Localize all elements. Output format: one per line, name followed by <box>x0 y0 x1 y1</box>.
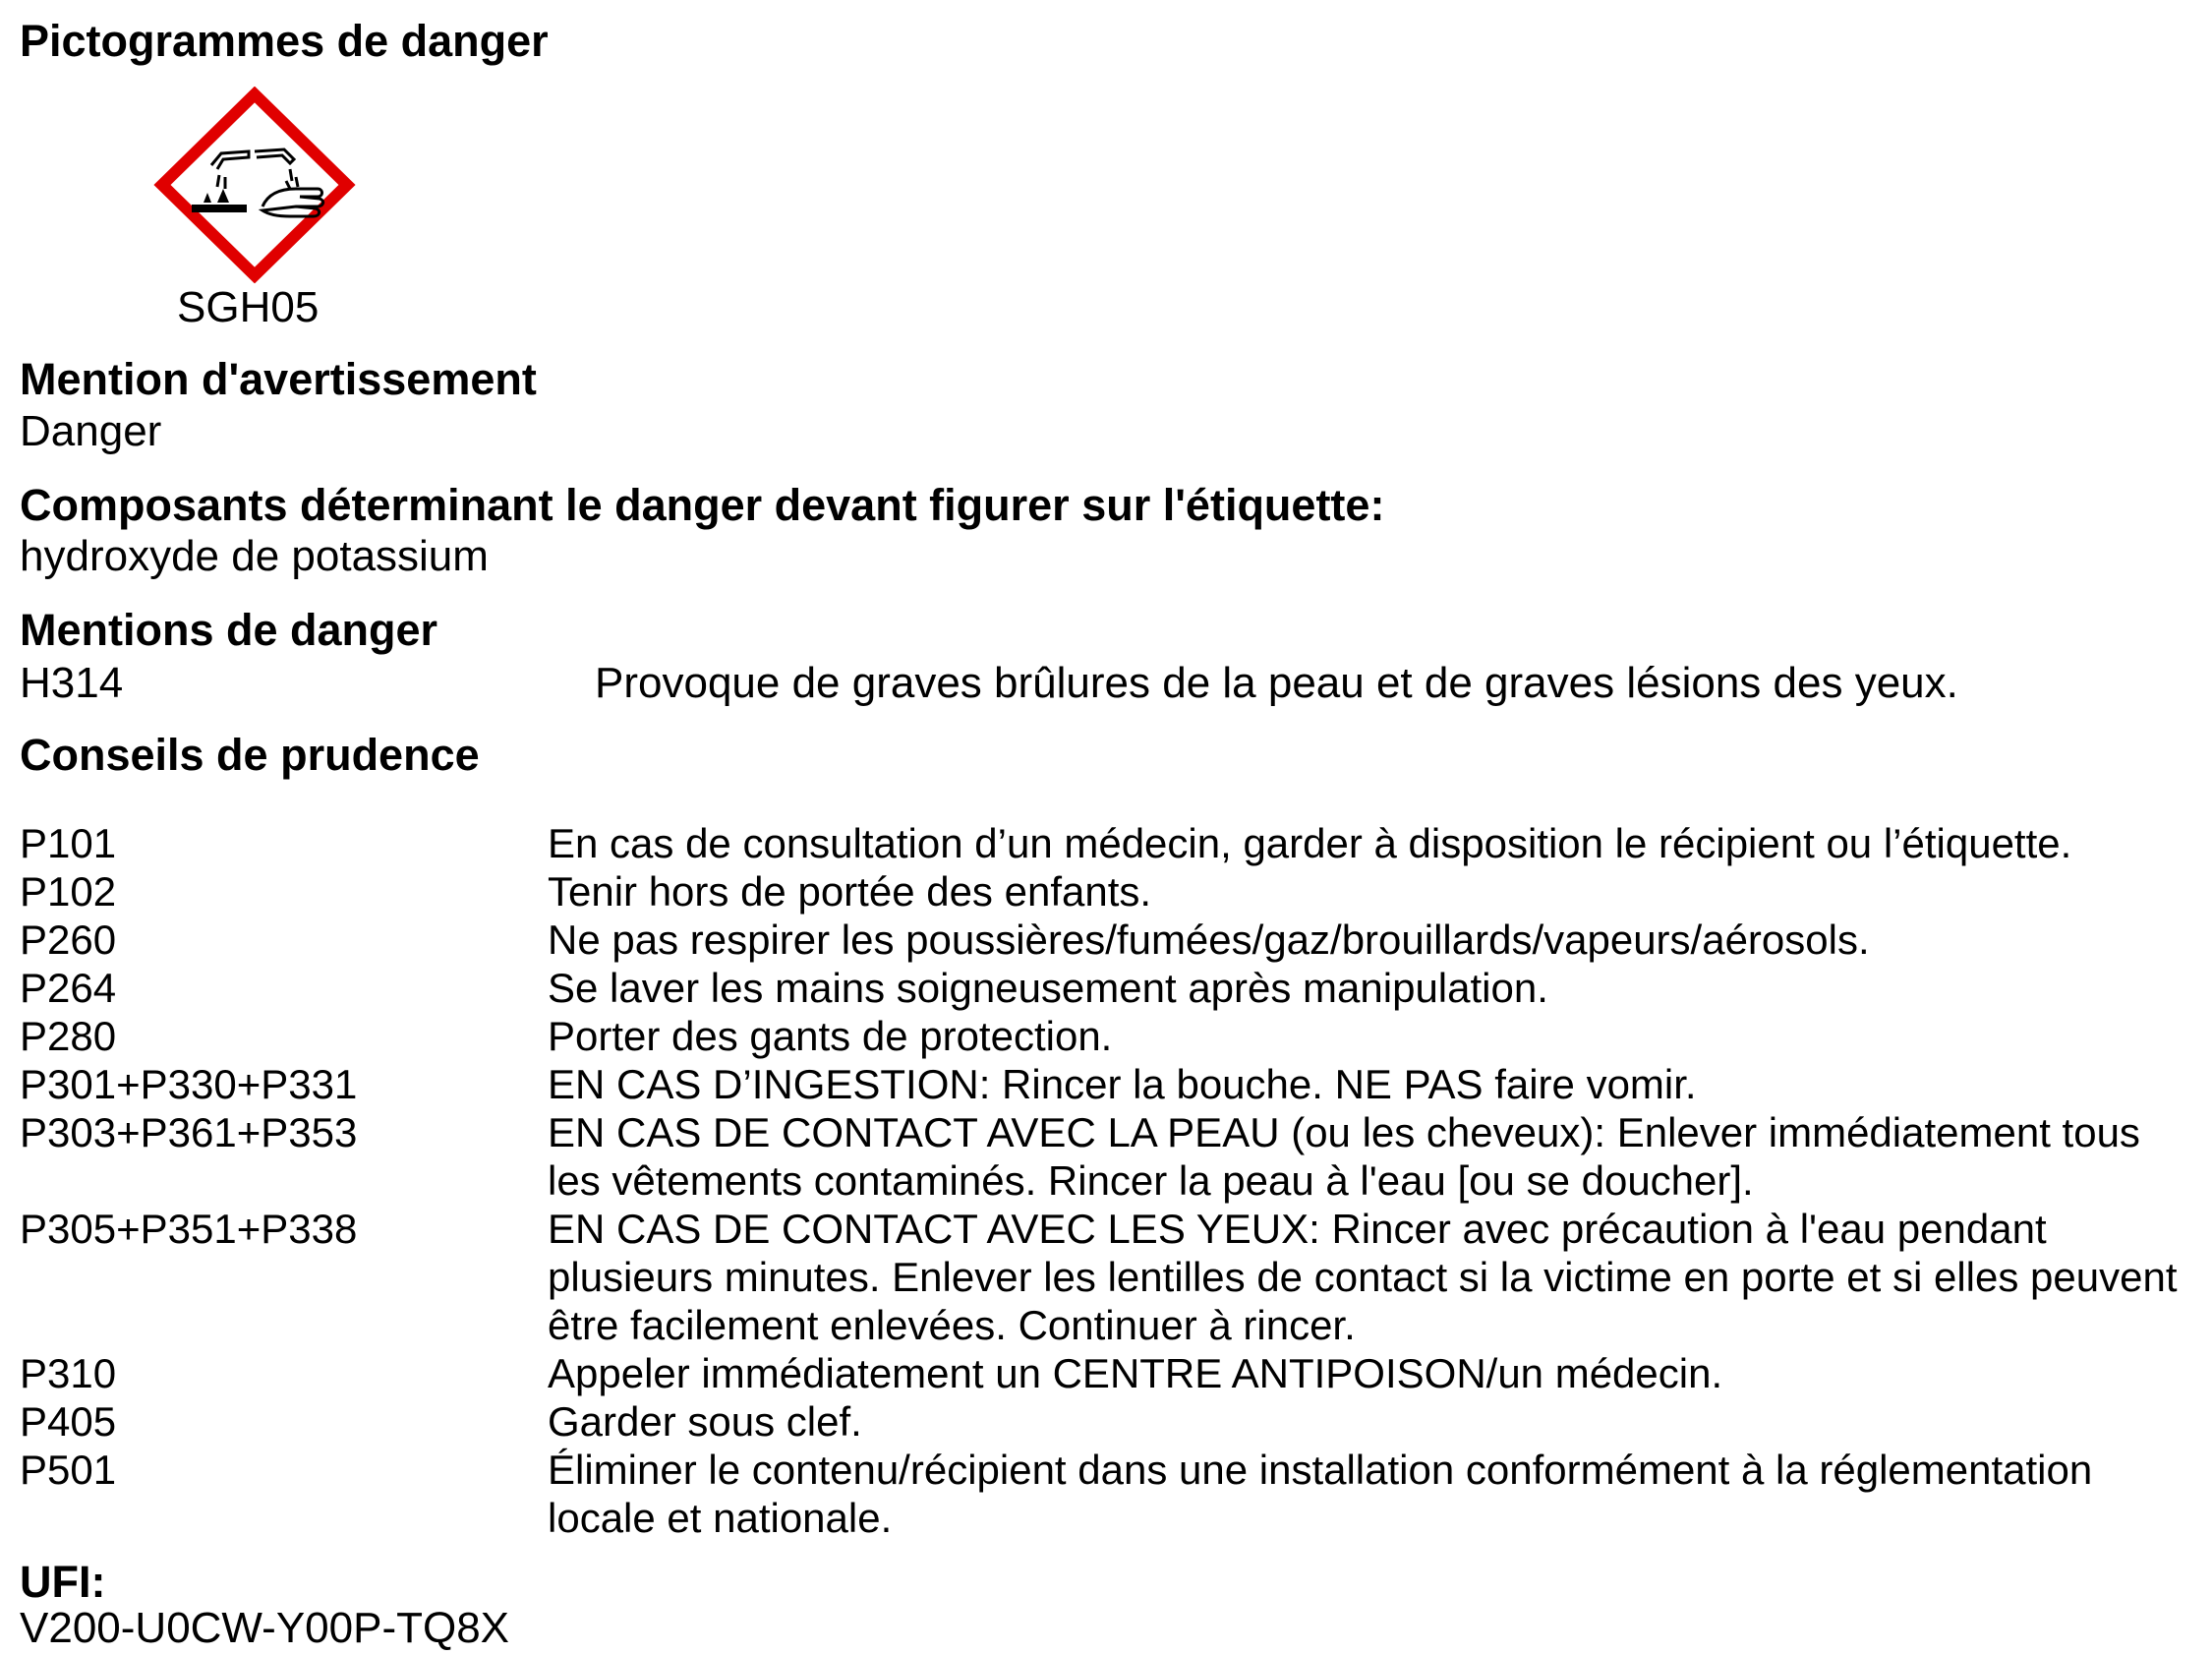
precaution-code: P303+P361+P353 <box>20 1109 358 1155</box>
precaution-text: Tenir hors de portée des enfants. <box>548 868 1152 915</box>
pictograms-heading: Pictogrammes de danger <box>20 16 549 66</box>
table-row <box>20 1349 2202 1397</box>
precaution-text: Ne pas respirer les poussières/fumées/gaz/brouillards/vapeurs/aérosols. <box>548 916 1870 963</box>
label-components-heading: Composants déterminant le danger devant figurer sur l'étiquette: <box>20 480 1385 530</box>
precaution-text: EN CAS D’INGESTION: Rincer la bouche. NE PAS faire vomir. <box>548 1061 1697 1107</box>
precaution-text: Garder sous clef. <box>548 1398 862 1445</box>
table-row <box>20 867 2202 916</box>
precaution-code: P260 <box>20 916 117 963</box>
precautionary-table <box>20 819 2202 1542</box>
table-row <box>20 1397 2202 1446</box>
hazard-statement-text: Provoque de graves brûlures de la peau et de graves lésions des yeux. <box>595 659 1958 707</box>
precaution-text: Appeler immédiatement un CENTRE ANTIPOISON/un médecin. <box>548 1350 1723 1396</box>
precaution-text: Se laver les mains soigneusement après manipulation. <box>548 965 1548 1011</box>
pictogram-code: SGH05 <box>177 283 320 331</box>
table-row <box>20 1012 2202 1060</box>
precaution-code: P305+P351+P338 <box>20 1206 358 1252</box>
precaution-text: Porter des gants de protection. <box>548 1013 1113 1059</box>
precaution-text: Éliminer le contenu/récipient dans une installation conformément à la réglementation locale et nationale. <box>548 1447 2093 1541</box>
corrosion-icon <box>152 87 357 283</box>
precaution-text: En cas de consultation d’un médecin, garder à disposition le récipient ou l’étiquette. <box>548 820 2072 866</box>
precautionary-heading: Conseils de prudence <box>20 730 480 780</box>
hazard-code: H314 <box>20 659 124 707</box>
precaution-text: EN CAS DE CONTACT AVEC LES YEUX: Rincer avec précaution à l'eau pendant plusieurs minutes. Enlever les lentilles de contact si la victime en porte et si elles peuvent être facilement enlevées. Continuer à rincer. <box>548 1206 2178 1348</box>
table-row <box>20 1108 2202 1205</box>
table-row <box>20 819 2202 867</box>
table-row <box>20 1205 2202 1349</box>
precaution-code: P301+P330+P331 <box>20 1061 358 1107</box>
precaution-code: P501 <box>20 1447 117 1493</box>
precaution-text: EN CAS DE CONTACT AVEC LA PEAU (ou les cheveux): Enlever immédiatement tous les vêtements contaminés. Rincer la peau à l'eau [ou se doucher]. <box>548 1109 2140 1204</box>
table-row <box>20 964 2202 1012</box>
ufi-value: V200-U0CW-Y00P-TQ8X <box>20 1604 510 1652</box>
ufi-heading: UFI: <box>20 1557 106 1607</box>
hazard-statements-heading: Mentions de danger <box>20 605 438 655</box>
signal-word-value: Danger <box>20 407 162 455</box>
precaution-code: P101 <box>20 820 117 866</box>
label-components-value: hydroxyde de potassium <box>20 532 489 580</box>
precaution-code: P264 <box>20 965 117 1011</box>
table-row <box>20 1446 2202 1542</box>
precaution-code: P310 <box>20 1350 117 1396</box>
signal-word-heading: Mention d'avertissement <box>20 354 537 404</box>
table-row <box>20 1060 2202 1108</box>
table-row <box>20 916 2202 964</box>
precaution-code: P280 <box>20 1013 117 1059</box>
precaution-code: P102 <box>20 868 117 915</box>
precaution-code: P405 <box>20 1398 117 1445</box>
